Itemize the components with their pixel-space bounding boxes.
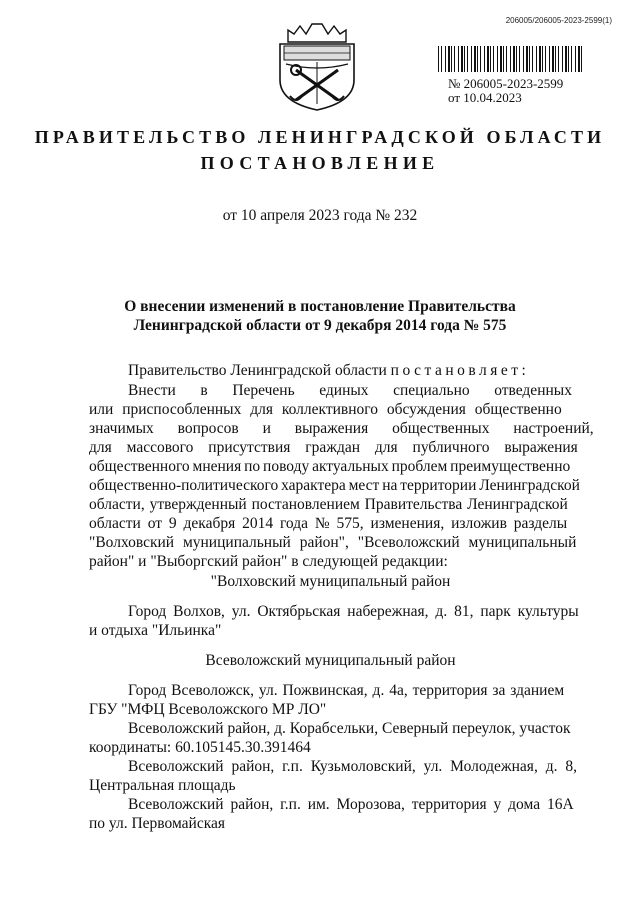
address-line: и отдыха "Ильинка": [89, 622, 222, 639]
barcode-bar: [516, 46, 517, 72]
paragraph-line: для массового присутствия граждан для публичного выражения: [89, 439, 578, 456]
address-line: ГБУ "МФЦ Всеволожского МР ЛО": [89, 701, 327, 718]
barcode-bar: [536, 46, 537, 72]
barcode-bar: [562, 46, 563, 72]
barcode-bar: [464, 46, 465, 72]
barcode-bar: [529, 46, 530, 72]
barcode-bar: [532, 46, 533, 72]
subject-line: Ленинградской области от 9 декабря 2014 года № 575: [133, 317, 507, 334]
barcode-icon: [438, 46, 584, 72]
preamble-colon: :: [521, 362, 526, 379]
document-code: 206005/206005-2023-2599(1): [505, 16, 612, 25]
paragraph-line: значимых вопросов и выражения общественных настроений,: [89, 420, 594, 437]
barcode-bar: [578, 46, 580, 72]
word: единых: [319, 382, 369, 399]
barcode-bar: [487, 46, 489, 72]
address-line: Всеволожский район, г.п. им. Морозова, территория у дома 16А: [128, 796, 574, 813]
barcode-bar: [555, 46, 556, 72]
document-date: от 10 апреля 2023 года № 232: [222, 207, 418, 224]
barcode-bar: [513, 46, 515, 72]
preamble-text: Правительство Ленинградской области: [128, 362, 391, 379]
barcode-bar: [503, 46, 504, 72]
document-subject: [0, 297, 640, 335]
barcode-bar: [539, 46, 541, 72]
paragraph-line: области от 9 декабря 2014 года № 575, изменения, изложив разделы: [89, 515, 568, 532]
barcode-bar: [500, 46, 502, 72]
barcode-bar: [454, 46, 455, 72]
barcode-bar: [471, 46, 472, 72]
barcode-bar: [568, 46, 569, 72]
barcode-bar: [493, 46, 494, 72]
barcode-bar: [461, 46, 463, 72]
barcode-bar: [451, 46, 452, 72]
section-title: "Волховский муниципальный район: [210, 573, 451, 590]
organization-title: ПРАВИТЕЛЬСТВО ЛЕНИНГРАДСКОЙ ОБЛАСТИ: [34, 127, 606, 147]
barcode-bar: [519, 46, 520, 72]
barcode-bar: [558, 46, 559, 72]
barcode-bar: [467, 46, 468, 72]
paragraph-line: области, утвержденный постановлением Правительства Ленинградской: [89, 496, 568, 513]
barcode-bar: [510, 46, 511, 72]
address-line: Всеволожский район, д. Корабсельки, Северный переулок, участок: [128, 720, 571, 737]
preamble-verb: постановляет: [390, 362, 522, 379]
registration-date: от 10.04.2023: [448, 90, 522, 105]
paragraph-line: район" и "Выборгский район" в следующей редакции:: [89, 553, 448, 570]
barcode-bar: [441, 46, 442, 72]
paragraph-line: общественного мнения по поводу актуальных проблем преимущественно: [89, 458, 571, 475]
address-line: Центральная площадь: [89, 777, 236, 794]
address-line: Город Волхов, ул. Октябрьская набережная, д. 81, парк культуры: [128, 603, 579, 620]
barcode-bar: [448, 46, 450, 72]
barcode-bar: [438, 46, 439, 72]
address-line: Город Всеволожск, ул. Пожвинская, д. 4а, территория за зданием: [128, 682, 565, 699]
barcode-bar: [458, 46, 459, 72]
barcode-bar: [480, 46, 481, 72]
barcode-bar: [523, 46, 524, 72]
paragraph-line: "Волховский муниципальный район", "Всеволожский муниципальный: [89, 534, 577, 551]
barcode-bar: [490, 46, 491, 72]
address-line: Всеволожский район, г.п. Кузьмоловский, ул. Молодежная, д. 8,: [128, 758, 577, 775]
barcode-bar: [445, 46, 446, 72]
word: в: [200, 382, 208, 399]
word: отведенных: [494, 382, 572, 399]
barcode-bar: [497, 46, 498, 72]
word: Внести: [128, 382, 176, 399]
word: специально: [393, 382, 470, 399]
barcode-bar: [484, 46, 485, 72]
barcode-bar: [571, 46, 572, 72]
paragraph-line: общественно-политического характера мест на территории Ленинградской: [89, 477, 580, 494]
subject-line: О внесении изменений в постановление Правительства: [124, 298, 516, 315]
barcode-bar: [552, 46, 554, 72]
barcode-bar: [474, 46, 476, 72]
barcode-bar: [506, 46, 507, 72]
barcode-bar: [526, 46, 528, 72]
coat-of-arms-icon: [276, 22, 358, 112]
address-line: по ул. Первомайская: [89, 815, 226, 832]
registration-number: № 206005-2023-2599: [448, 76, 564, 91]
barcode-bar: [565, 46, 567, 72]
paragraph-line: или приспособленных для коллективного обсуждения общественно: [89, 401, 562, 418]
barcode-bar: [581, 46, 582, 72]
barcode-bar: [477, 46, 478, 72]
paragraph-first-line: [128, 382, 572, 400]
barcode-bar: [575, 46, 576, 72]
barcode-bar: [542, 46, 543, 72]
barcode-bar: [545, 46, 546, 72]
preamble: [128, 362, 572, 380]
address-line: координаты: 60.105145.30.391464: [89, 739, 311, 756]
section-title: Всеволожский муниципальный район: [205, 652, 456, 669]
document-type: ПОСТАНОВЛЕНИЕ: [200, 153, 440, 173]
barcode-bar: [549, 46, 550, 72]
word: Перечень: [232, 382, 295, 399]
